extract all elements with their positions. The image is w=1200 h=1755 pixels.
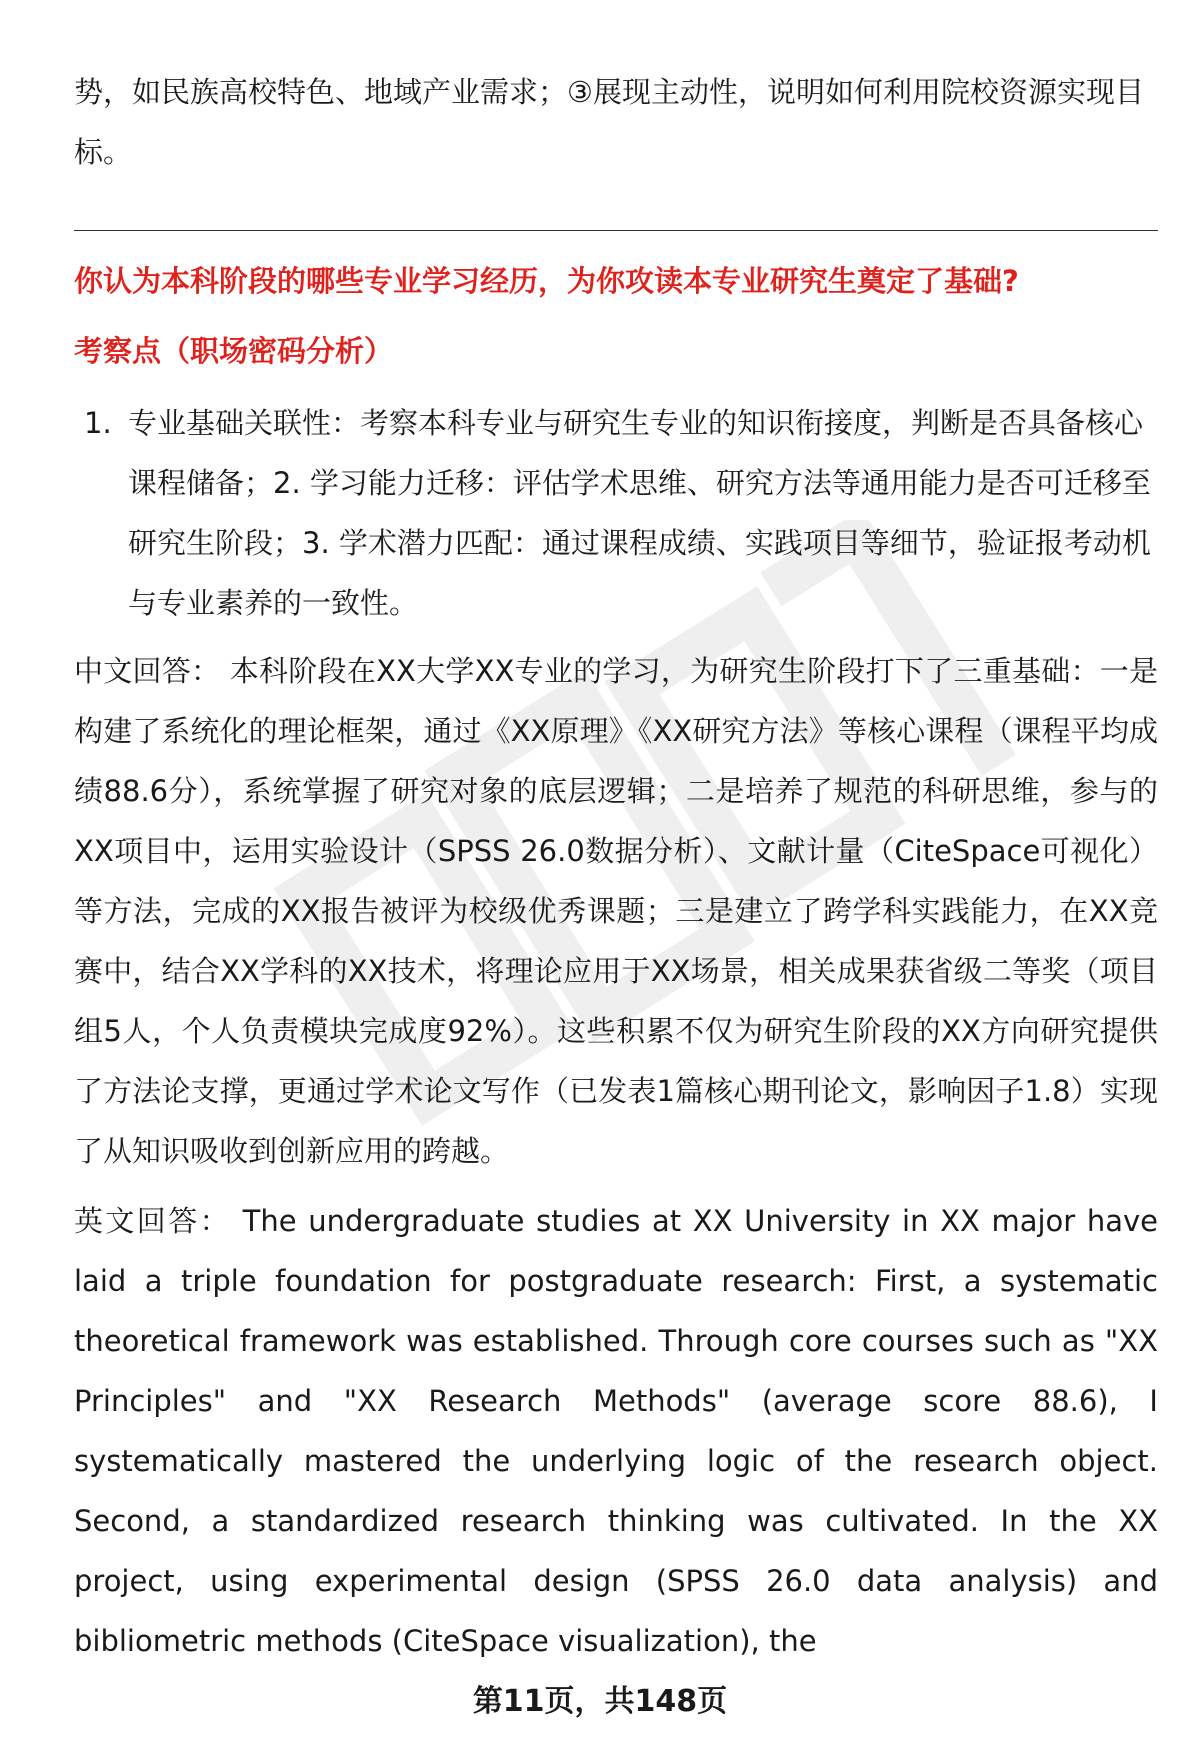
english-answer-text: The undergraduate studies at XX University in XX major have laid a triple foundation for postgraduate research: First, a systematic theoretical framework was established. Through core courses such as "XX Principles" and "XX Research Methods" (average score 88.6), I systematically mastered the underlying logic of the research object. Second, a standardized research thinking was cultivated. In the XX project, using experimental design (SPSS 26.0 data analysis) and bibliometric methods (CiteSpace visualization), the bbox=[74, 1204, 1158, 1658]
section-divider bbox=[74, 230, 1158, 231]
document-page bbox=[74, 62, 1158, 1671]
list-item-number: 1. bbox=[84, 406, 112, 440]
question-heading: 你认为本科阶段的哪些专业学习经历，为你攻读本专业研究生奠定了基础? bbox=[74, 264, 1019, 298]
examination-point-title: 考察点（职场密码分析） bbox=[74, 334, 394, 368]
examination-point-list bbox=[74, 393, 1158, 633]
page-footer: 第11页，共148页 bbox=[472, 1684, 728, 1719]
list-item-text: 专业基础关联性：考察本科专业与研究生专业的知识衔接度，判断是否具备核心课程储备；2. 学习能力迁移：评估学术思维、研究方法等通用能力是否可迁移至研究生阶段；3. 学术潜力匹配：通过课程成绩、实践项目等细节，验证报考动机与专业素养的一致性。 bbox=[128, 406, 1151, 620]
intro-continuation: 势，如民族高校特色、地域产业需求；③展现主动性，说明如何利用院校资源实现目标。 bbox=[74, 75, 1144, 169]
list-item bbox=[74, 393, 1158, 633]
chinese-answer bbox=[74, 641, 1158, 1181]
chinese-answer-label: 中文回答： bbox=[74, 654, 221, 688]
english-answer-label: 英文回答： bbox=[74, 1204, 232, 1238]
chinese-answer-text: 本科阶段在XX大学XX专业的学习，为研究生阶段打下了三重基础：一是构建了系统化的理论框架，通过《XX原理》《XX研究方法》等核心课程（课程平均成绩88.6分），系统掌握了研究对象的底层逻辑；二是培养了规范的科研思维，参与的XX项目中，运用实验设计（SPSS 26.0数据分析）、文献计量（CiteSpace可视化）等方法，完成的XX报告被评为校级优秀课题；三是建立了跨学科实践能力，在XX竞赛中，结合XX学科的XX技术，将理论应用于XX场景，相关成果获省级二等奖（项目组5人，个人负责模块完成度92%）。这些积累不仅为研究生阶段的XX方向研究提供了方法论支撑，更通过学术论文写作（已发表1篇核心期刊论文，影响因子1.8）实现了从知识吸收到创新应用的跨越。 bbox=[74, 654, 1158, 1168]
english-answer bbox=[74, 1191, 1158, 1671]
